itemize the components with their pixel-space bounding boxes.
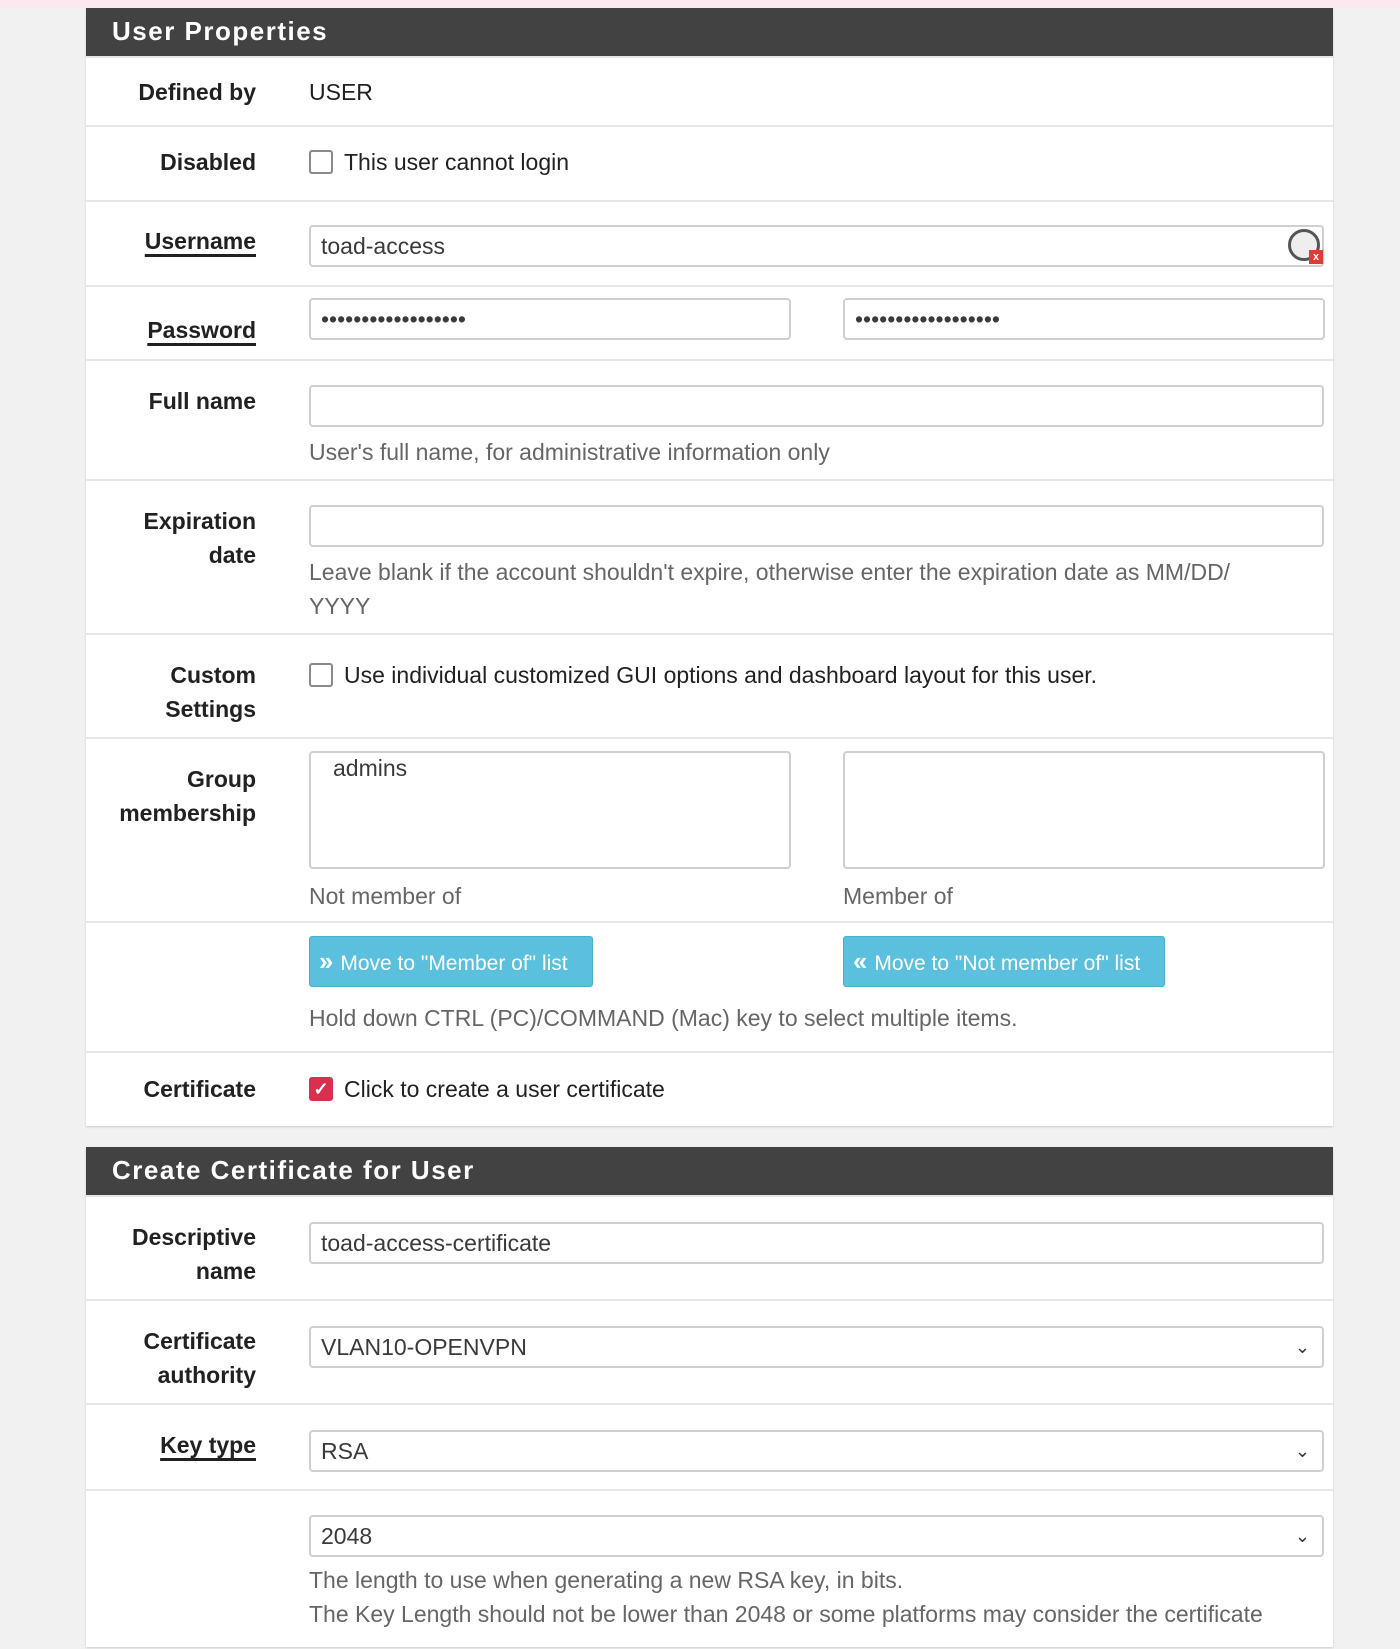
not-member-caption: Not member of (309, 883, 462, 909)
username-row (86, 200, 1333, 285)
defined-by-row (86, 56, 1333, 125)
certificate-row (86, 1051, 1333, 1125)
custom-settings-checkbox[interactable] (309, 663, 333, 687)
certificate-checkbox-label: Click to create a user certificate (344, 1076, 665, 1102)
expiration-input[interactable] (309, 505, 1324, 547)
list-item[interactable]: admins (333, 755, 408, 781)
disabled-label: Disabled (160, 149, 256, 175)
move-to-not-member-button[interactable]: ‹‹ Move to "Not member of" list (843, 936, 1165, 987)
full-name-input[interactable] (309, 385, 1324, 427)
certificate-checkbox-wrap[interactable] (309, 1072, 1324, 1106)
chevron-down-icon: ⌄ (1294, 1441, 1310, 1461)
move-to-member-button[interactable]: ›› Move to "Member of" list (309, 936, 593, 987)
password-input[interactable]: •••••••••••••••••• (309, 298, 791, 340)
descriptive-name-input[interactable]: toad-access-certificate (309, 1222, 1324, 1264)
password-manager-icon[interactable]: x (1288, 229, 1320, 261)
expiration-help: Leave blank if the account shouldn't expire, otherwise enter the expiration date as MM/DD/ YYYY (309, 559, 1231, 619)
custom-settings-checkbox-label: Use individual customized GUI options and dashboard layout for this user. (344, 662, 1098, 688)
username-value: toad-access (321, 233, 446, 259)
disabled-row (86, 125, 1333, 200)
key-length-help: The length to use when generating a new RSA key, in bits. The Key Length should not be lower than 2048 or some platforms may consider the certificate (309, 1567, 1263, 1627)
key-type-select[interactable]: RSA ⌄ (309, 1430, 1324, 1472)
double-chevron-left-icon: ‹‹ (853, 946, 865, 976)
disabled-checkbox-wrap[interactable] (309, 145, 1324, 179)
descriptive-name-row (86, 1195, 1333, 1299)
custom-settings-row (86, 633, 1333, 737)
expiration-label: Expiration date (143, 508, 256, 568)
top-bar (0, 0, 1400, 8)
key-length-select[interactable]: 2048 ⌄ (309, 1515, 1324, 1557)
disabled-checkbox-label: This user cannot login (344, 149, 570, 175)
custom-settings-label: Custom Settings (165, 662, 256, 722)
key-type-label: Key type (160, 1432, 256, 1458)
group-membership-label: Group membership (119, 766, 256, 826)
descriptive-name-label: Descriptive name (131, 1224, 256, 1284)
double-chevron-right-icon: ›› (319, 946, 331, 976)
group-membership-row (86, 737, 1333, 921)
create-certificate-panel (86, 1147, 1333, 1647)
certificate-authority-select[interactable]: VLAN10-OPENVPN ⌄ (309, 1326, 1324, 1368)
disabled-checkbox[interactable] (309, 150, 333, 174)
expiration-row (86, 479, 1333, 633)
password-confirm-input[interactable]: •••••••••••••••••• (843, 298, 1325, 340)
move-buttons-row (86, 921, 1333, 1051)
multi-select-help: Hold down CTRL (PC)/COMMAND (Mac) key to select multiple items. (309, 1005, 1018, 1031)
full-name-help: User's full name, for administrative information only (309, 439, 830, 465)
defined-by-value: USER (309, 79, 373, 105)
panel-title: Create Certificate for User (86, 1147, 1333, 1195)
full-name-row (86, 359, 1333, 479)
defined-by-label: Defined by (138, 79, 256, 105)
custom-settings-checkbox-wrap[interactable] (309, 658, 1324, 692)
certificate-checkbox[interactable]: ✓ (309, 1077, 333, 1101)
key-length-row (86, 1489, 1333, 1649)
key-type-row (86, 1403, 1333, 1489)
user-properties-panel (86, 8, 1333, 1126)
username-input[interactable] (309, 225, 1324, 267)
full-name-label: Full name (148, 388, 256, 414)
username-label: Username (144, 228, 256, 254)
certificate-authority-label: Certificate authority (143, 1328, 256, 1388)
chevron-down-icon: ⌄ (1294, 1526, 1310, 1546)
chevron-down-icon: ⌄ (1294, 1337, 1310, 1357)
certificate-authority-row (86, 1299, 1333, 1403)
not-member-listbox[interactable] (309, 751, 791, 869)
member-caption: Member of (843, 883, 953, 909)
member-listbox[interactable] (843, 751, 1325, 869)
certificate-label: Certificate (143, 1076, 256, 1102)
panel-title: User Properties (86, 8, 1333, 56)
password-label: Password (147, 317, 256, 343)
password-row (86, 285, 1333, 359)
